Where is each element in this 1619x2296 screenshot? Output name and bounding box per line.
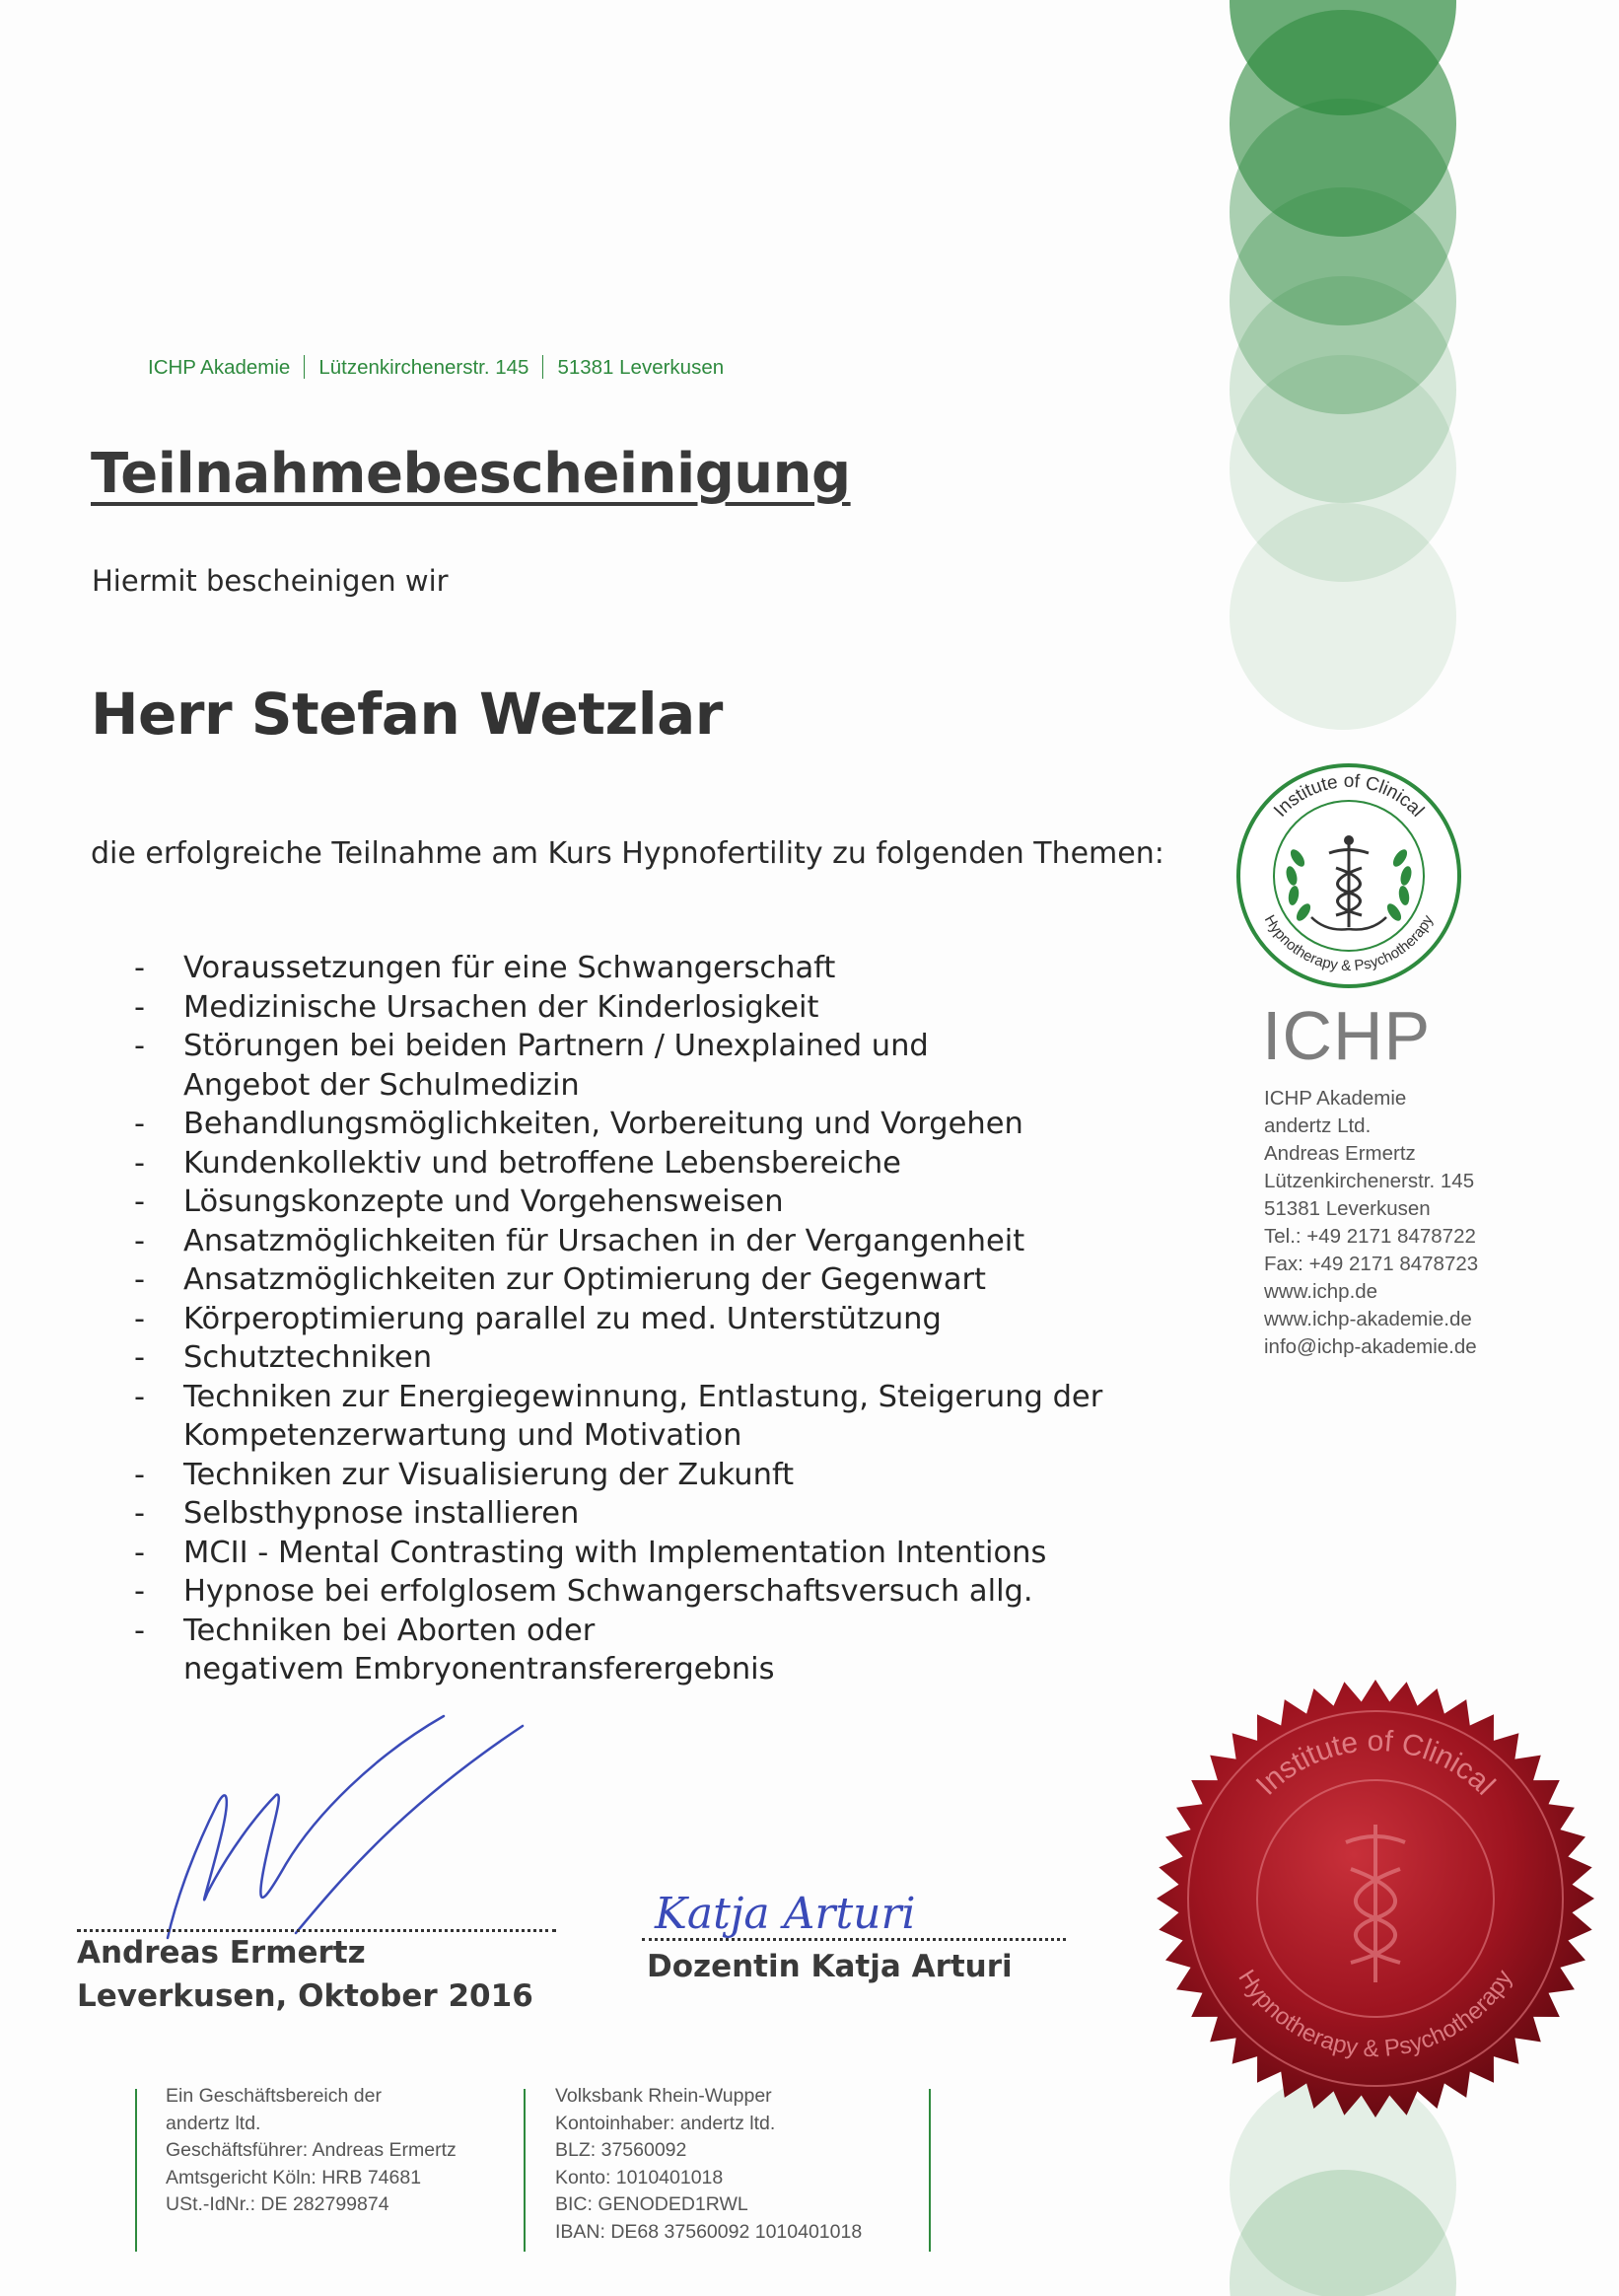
topic-item xyxy=(126,1534,1112,1573)
topic-text: Lösungskonzepte und Vorgehensweisen xyxy=(183,1184,784,1219)
topic-item xyxy=(126,1572,1112,1612)
topic-dash: - xyxy=(134,1457,146,1492)
contact-line: 51381 Leverkusen xyxy=(1264,1197,1431,1220)
topic-item xyxy=(126,988,1112,1028)
footer-bank-line: BIC: GENODED1RWL xyxy=(555,2193,748,2215)
certificate-intro: Hiermit bescheinigen wir xyxy=(92,564,449,598)
topic-dash: - xyxy=(134,951,146,985)
topic-text: Störungen bei beiden Partnern / Unexplained und xyxy=(183,1029,929,1063)
footer-bank-line: Volksbank Rhein-Wupper xyxy=(555,2085,772,2107)
signer-right-name: Dozentin Katja Arturi xyxy=(647,1949,1013,1984)
contact-line: www.ichp.de xyxy=(1264,1280,1378,1303)
footer-company xyxy=(166,2083,457,2219)
course-line: die erfolgreiche Teilnahme am Kurs Hypnofertility zu folgenden Themen: xyxy=(91,836,1164,871)
seal-ring-bottom: Hypnotherapy & Psychotherapy xyxy=(1232,1965,1518,2063)
topic-list xyxy=(126,949,1112,1689)
topic-dash: - xyxy=(134,1535,146,1570)
signer-left-name: Andreas Ermertz xyxy=(77,1935,366,1971)
topic-text: negativem Embryonentransferergebnis xyxy=(183,1652,775,1686)
topic-item xyxy=(126,1222,1112,1261)
header-address xyxy=(148,355,724,380)
topic-item xyxy=(126,1612,1112,1689)
footer-bank-line: BLZ: 37560092 xyxy=(555,2139,687,2161)
signer-left-place-date: Leverkusen, Oktober 2016 xyxy=(77,1978,533,2014)
signature-andreas-ermertz xyxy=(148,1696,542,1943)
topic-item xyxy=(126,1183,1112,1222)
footer-company-line: Geschäftsführer: Andreas Ermertz xyxy=(166,2139,457,2161)
footer-company-line: Amtsgericht Köln: HRB 74681 xyxy=(166,2166,422,2188)
certificate-title: Teilnahmebescheinigung xyxy=(91,442,851,506)
decorative-circles xyxy=(1223,0,1469,730)
ichp-wordmark: ICHP xyxy=(1262,997,1432,1074)
contact-line: andertz Ltd. xyxy=(1264,1114,1372,1137)
footer-divider-3 xyxy=(929,2089,931,2252)
topic-text: MCII - Mental Contrasting with Implementation Intentions xyxy=(183,1535,1047,1570)
topic-text: Kundenkollektiv und betroffene Lebensbereiche xyxy=(183,1145,901,1181)
topic-item xyxy=(126,1494,1112,1534)
topic-item xyxy=(126,949,1112,988)
topic-dash: - xyxy=(134,1223,146,1258)
footer-company-line: USt.-IdNr.: DE 282799874 xyxy=(166,2193,389,2215)
footer-divider-1 xyxy=(135,2089,137,2252)
footer-bank-line: Kontoinhaber: andertz ltd. xyxy=(555,2112,776,2134)
topic-item xyxy=(126,1260,1112,1300)
seal-ring-top: Institute of Clinical xyxy=(1249,1724,1502,1802)
topic-text: Behandlungsmöglichkeiten, Vorbereitung und Vorgehen xyxy=(183,1107,1023,1141)
contact-line: Andreas Ermertz xyxy=(1264,1142,1416,1165)
topic-text: Ansatzmöglichkeiten zur Optimierung der Gegenwart xyxy=(183,1262,987,1297)
contact-line: info@ichp-akademie.de xyxy=(1264,1335,1477,1358)
footer-divider-2 xyxy=(524,2089,526,2252)
signature-handwriting: Katja Arturi xyxy=(655,1889,916,1939)
signature-line-left xyxy=(77,1929,556,1932)
signature-line-right xyxy=(642,1938,1066,1941)
contact-line: Fax: +49 2171 8478723 xyxy=(1264,1253,1479,1275)
topic-text: Techniken bei Aborten oder xyxy=(183,1613,596,1648)
topic-dash: - xyxy=(134,1301,146,1336)
contact-line: ICHP Akademie xyxy=(1264,1087,1407,1110)
header-city: 51381 Leverkusen xyxy=(557,356,725,379)
topic-text: Körperoptimierung parallel zu med. Unterstützung xyxy=(183,1301,942,1336)
topic-text: Ansatzmöglichkeiten für Ursachen in der Vergangenheit xyxy=(183,1223,1025,1258)
topic-dash: - xyxy=(134,989,146,1025)
header-org: ICHP Akademie xyxy=(148,356,291,379)
topic-item xyxy=(126,1105,1112,1144)
footer-bank xyxy=(555,2083,862,2246)
topic-text: Hypnose bei erfolglosem Schwangerschaftsversuch allg. xyxy=(183,1574,1033,1609)
topic-dash: - xyxy=(134,1379,146,1414)
topic-dash: - xyxy=(134,1029,146,1063)
logo-ring-top: Institute of Clinical xyxy=(1270,770,1429,822)
topic-dash: - xyxy=(134,1613,146,1648)
topic-dash: - xyxy=(134,1107,146,1141)
topic-text: Techniken zur Visualisierung der Zukunft xyxy=(183,1457,795,1492)
logo-ring-bottom: Hypnotherapy & Psychotherapy xyxy=(1260,911,1438,975)
topic-text: Selbsthypnose installieren xyxy=(183,1496,580,1531)
topic-text: Angebot der Schulmedizin xyxy=(183,1067,580,1103)
topic-item xyxy=(126,1456,1112,1495)
footer-bank-line: IBAN: DE68 37560092 1010401018 xyxy=(555,2220,863,2243)
topic-dash: - xyxy=(134,1184,146,1219)
topic-dash: - xyxy=(134,1145,146,1181)
footer-company-line: andertz ltd. xyxy=(166,2112,261,2134)
contact-line: www.ichp-akademie.de xyxy=(1264,1308,1472,1330)
header-street: Lützenkirchenerstr. 145 xyxy=(318,356,529,379)
topic-text: Medizinische Ursachen der Kinderlosigkeit xyxy=(183,989,819,1025)
topic-item xyxy=(126,1300,1112,1339)
recipient-name: Herr Stefan Wetzlar xyxy=(91,681,723,748)
topic-item xyxy=(126,1338,1112,1378)
topic-item xyxy=(126,1378,1112,1456)
footer-bank-line: Konto: 1010401018 xyxy=(555,2166,724,2188)
topic-dash: - xyxy=(134,1340,146,1375)
contact-line: Tel.: +49 2171 8478722 xyxy=(1264,1225,1476,1248)
red-seal xyxy=(1154,1677,1597,2120)
topic-text: Techniken zur Energiegewinnung, Entlastung, Steigerung der xyxy=(183,1379,1103,1414)
topic-dash: - xyxy=(134,1262,146,1297)
ichp-logo xyxy=(1232,759,1465,992)
topic-item xyxy=(126,1144,1112,1184)
topic-item xyxy=(126,1027,1112,1105)
topic-text: Schutztechniken xyxy=(183,1340,433,1375)
topic-dash: - xyxy=(134,1496,146,1531)
topic-text: Kompetenzerwartung und Motivation xyxy=(183,1418,742,1453)
footer-company-line: Ein Geschäftsbereich der xyxy=(166,2085,382,2107)
topic-dash: - xyxy=(134,1574,146,1609)
topic-text: Voraussetzungen für eine Schwangerschaft xyxy=(183,951,836,985)
contact-block xyxy=(1264,1085,1478,1361)
contact-line: Lützenkirchenerstr. 145 xyxy=(1264,1170,1475,1192)
